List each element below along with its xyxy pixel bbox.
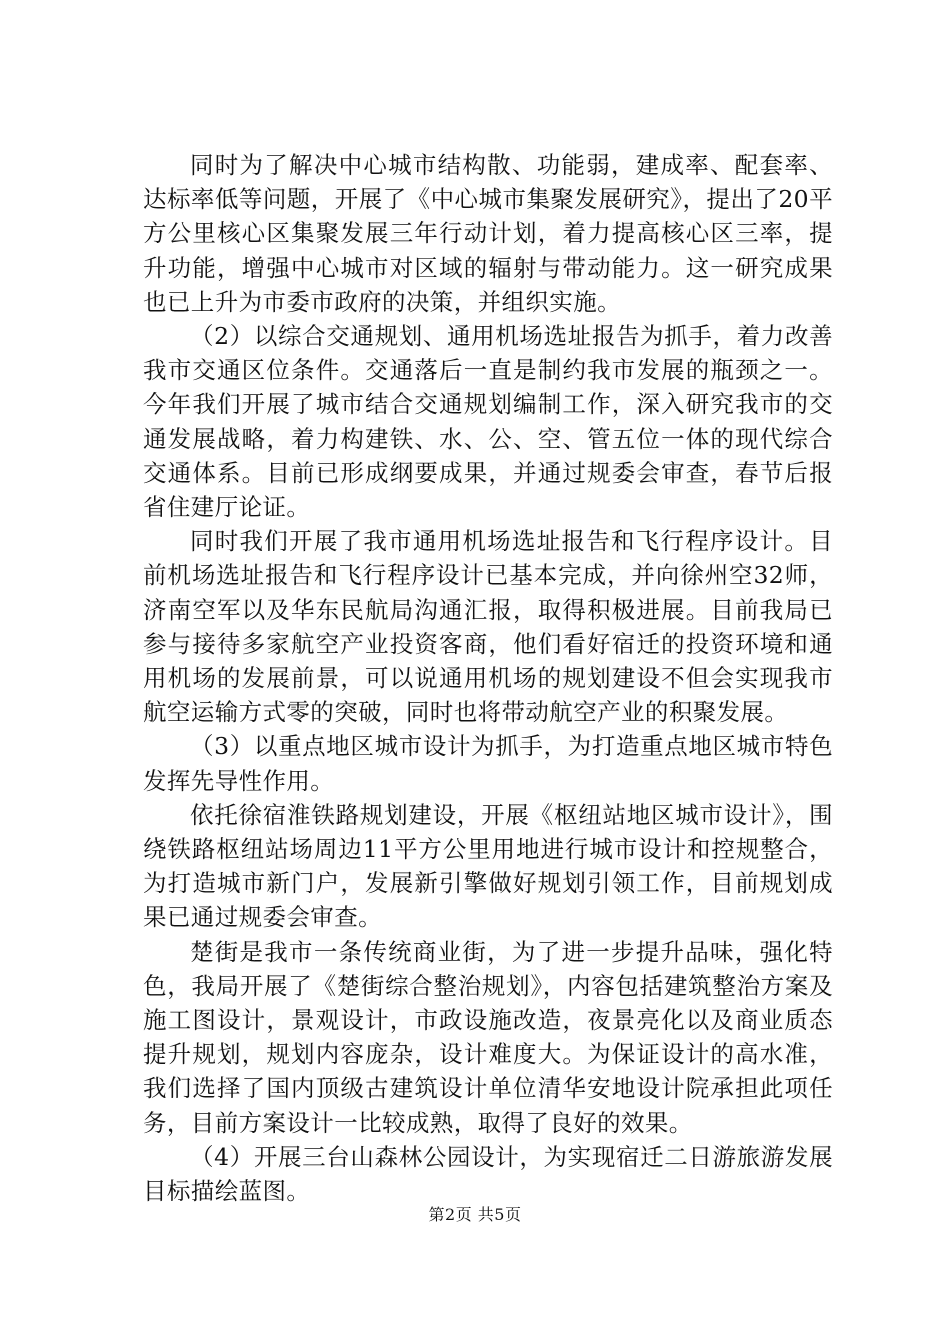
paragraph-chu-street: 楚街是我市一条传统商业街，为了进一步提升品味，强化特色，我局开展了《楚街综合整治规划》，内容包括建筑整治方案及施工图设计，景观设计，市政设施改造，夜景亮化以及商业质态提升规划，规划内容庞杂，设计难度大。为保证设计的高水准，我们选择了国内顶级古建筑设计单位清华安地设计院承担此项任务，目前方案设计一比较成熟，取得了良好的效果。 [143,937,833,1137]
paragraph-urban-design-heading: （3）以重点地区城市设计为抓手，为打造重点地区城市特色发挥先导性作用。 [143,732,833,795]
page-number-footer: 第2页 共5页 [428,1205,522,1224]
paragraph-hub-station-design: 依托徐宿淮铁路规划建设，开展《枢纽站地区城市设计》，围绕铁路枢纽站场周边11平方公里用地进行城市设计和控规整合，为打造城市新门户，发展新引擎做好规划引领工作，目前规划成果已通过规委会审查。 [143,800,833,932]
paragraph-forest-park: （4）开展三台山森林公园设计，为实现宿迁二日游旅游发展目标描绘蓝图。 [143,1142,833,1206]
paragraph-airport-siting: 同时我们开展了我市通用机场选址报告和飞行程序设计。目前机场选址报告和飞行程序设计已基本完成，并向徐州空32师，济南空军以及华东民航局沟通汇报，取得积极进展。目前我局已参与接待多家航空产业投资客商，他们看好宿迁的投资环境和通用机场的发展前景，可以说通用机场的规划建设不但会实现我市航空运输方式零的突破，同时也将带动航空产业的积聚发展。 [143,527,833,727]
document-body [143,148,833,1208]
paragraph-core-area: 同时为了解决中心城市结构散、功能弱，建成率、配套率、达标率低等问题，开展了《中心城市集聚发展研究》，提出了20平方公里核心区集聚发展三年行动计划，着力提高核心区三率，提升功能，增强中心城市对区域的辐射与带动能力。这一研究成果也已上升为市委市政府的决策，并组织实施。 [143,151,833,316]
paragraph-transport-planning: （2）以综合交通规划、通用机场选址报告为抓手，着力改善我市交通区位条件。交通落后一直是制约我市发展的瓶颈之一。今年我们开展了城市结合交通规划编制工作，深入研究我市的交通发展战略，着力构建铁、水、公、空、管五位一体的现代综合交通体系。目前已形成纲要成果，并通过规委会审查，春节后报省住建厅论证。 [143,322,833,522]
